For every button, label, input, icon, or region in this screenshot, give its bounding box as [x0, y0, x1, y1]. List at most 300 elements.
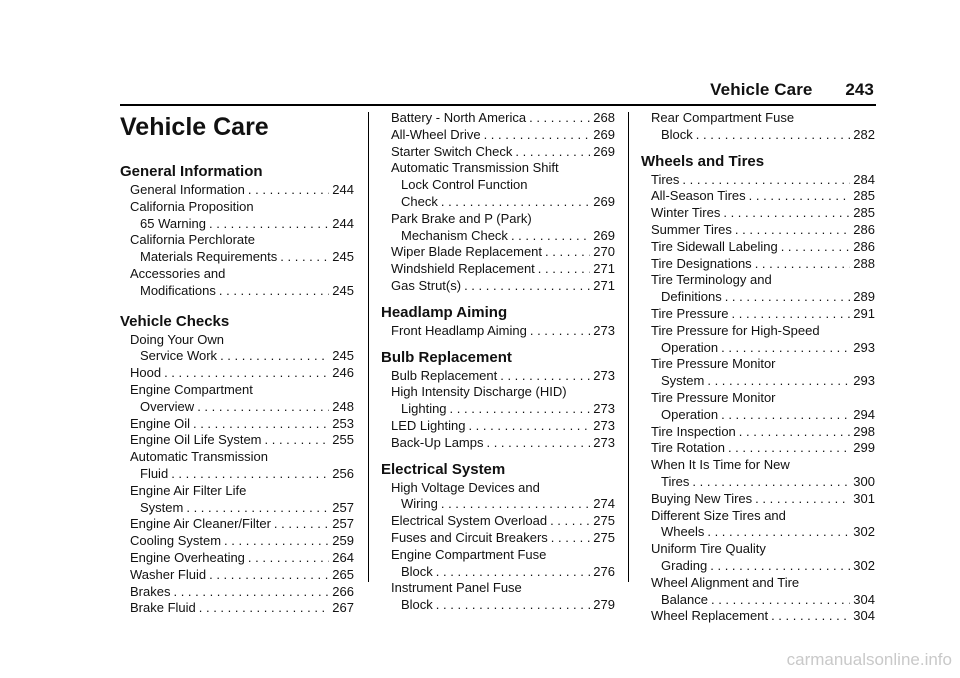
toc-section-continued	[381, 110, 615, 295]
toc-entry-title: High Intensity Discharge (HID)	[391, 384, 567, 400]
toc-page-number: 271	[593, 261, 615, 277]
toc-entry-title-continued: Check	[401, 193, 438, 209]
toc-entry[interactable]	[120, 567, 354, 584]
toc-entry-title: Battery - North America	[391, 110, 527, 125]
toc-page-number: 259	[332, 533, 354, 549]
toc-section-headlamp-aiming	[381, 303, 615, 340]
toc-page-number: 244	[332, 215, 354, 231]
toc-page-number: 273	[593, 434, 615, 450]
toc-entry[interactable]	[641, 575, 875, 609]
toc-entry[interactable]	[641, 424, 875, 441]
toc-entry[interactable]	[641, 188, 875, 205]
toc-entry-title: Instrument Panel Fuse	[391, 580, 522, 596]
toc-entry-line	[130, 466, 354, 483]
toc-entry-line	[130, 550, 354, 567]
toc-entry-title: Wheel Alignment and Tire	[651, 574, 800, 590]
toc-page-number: 253	[332, 415, 354, 431]
toc-entry[interactable]	[120, 533, 354, 550]
toc-entry[interactable]	[381, 513, 615, 530]
toc-entry-line	[130, 500, 354, 517]
dot-leader	[173, 584, 329, 601]
page-header	[710, 80, 874, 100]
toc-entry-list	[381, 480, 615, 614]
toc-entry-list	[641, 110, 875, 144]
dot-leader	[735, 222, 850, 239]
toc-entry[interactable]	[120, 600, 354, 617]
toc-entry-line	[391, 513, 615, 530]
dot-leader	[755, 256, 851, 273]
toc-entry-list	[381, 323, 615, 340]
toc-page-number: 302	[853, 524, 875, 540]
toc-entry[interactable]	[641, 491, 875, 508]
toc-entry-line	[651, 474, 875, 491]
toc-entry[interactable]	[381, 127, 615, 144]
dot-leader	[692, 474, 850, 491]
toc-entry[interactable]	[381, 418, 615, 435]
toc-entry[interactable]	[641, 205, 875, 222]
toc-entry-title: Wiper Blade Replacement	[391, 244, 543, 260]
toc-entry-title: Electrical System Overload	[391, 513, 548, 529]
toc-entry[interactable]	[381, 144, 615, 161]
toc-entry[interactable]	[120, 516, 354, 533]
toc-entry-title-continued: Grading	[661, 557, 708, 573]
toc-entry[interactable]	[641, 541, 875, 575]
toc-entry-title: Hood	[130, 365, 162, 381]
toc-entry-line	[130, 584, 354, 601]
toc-entry-title: Buying New Tires	[651, 490, 753, 506]
toc-entry[interactable]	[381, 244, 615, 261]
dot-leader	[755, 491, 850, 508]
toc-page-number: 298	[853, 423, 875, 439]
toc-column-2	[381, 110, 615, 614]
toc-entry[interactable]	[120, 332, 354, 366]
dot-leader	[723, 205, 850, 222]
dot-leader	[219, 283, 329, 300]
toc-entry-title: All-Wheel Drive	[391, 126, 481, 142]
toc-page-number: 273	[593, 367, 615, 383]
toc-entry-line	[130, 432, 354, 449]
toc-entry[interactable]	[381, 480, 615, 514]
dot-leader	[749, 188, 851, 205]
toc-entry-line	[130, 249, 354, 266]
toc-entry-title-continued: Materials Requirements	[140, 249, 278, 265]
toc-entry-line	[651, 306, 875, 323]
toc-entry[interactable]	[381, 160, 615, 210]
toc-entry-line	[651, 407, 875, 424]
toc-entry[interactable]	[641, 440, 875, 457]
toc-entry[interactable]	[641, 508, 875, 542]
toc-page-number: 273	[593, 322, 615, 338]
toc-entry-title: Tire Rotation	[651, 440, 725, 456]
toc-page-number: 257	[332, 516, 354, 532]
toc-entry-line	[130, 516, 354, 533]
toc-page-number: 264	[332, 549, 354, 565]
toc-page-number: 285	[853, 205, 875, 221]
toc-entry-line	[651, 524, 875, 541]
dot-leader	[545, 244, 590, 261]
toc-entry-line	[130, 416, 354, 433]
toc-entry-line	[651, 127, 875, 144]
toc-page-number: 248	[332, 398, 354, 414]
toc-page-number: 256	[332, 465, 354, 481]
toc-entry-line	[130, 600, 354, 617]
dot-leader	[224, 533, 329, 550]
toc-entry[interactable]	[641, 272, 875, 306]
toc-page-number: 244	[332, 182, 354, 197]
toc-entry-title: Fuses and Circuit Breakers	[391, 529, 548, 545]
watermark: carmanualsonline.info	[786, 650, 952, 669]
toc-page-number: 269	[593, 227, 615, 243]
toc-entry-line	[130, 348, 354, 365]
toc-page-number: 267	[332, 600, 354, 616]
dot-leader	[186, 500, 329, 517]
dot-leader	[265, 432, 330, 449]
toc-entry-line	[130, 365, 354, 382]
toc-entry-title: Washer Fluid	[130, 566, 207, 582]
toc-entry[interactable]	[641, 390, 875, 424]
toc-entry-line	[130, 567, 354, 584]
toc-entry-line	[391, 194, 615, 211]
toc-entry[interactable]	[120, 382, 354, 416]
toc-column-3	[641, 110, 875, 625]
section-heading: Wheels and Tires	[641, 152, 765, 170]
toc-entry[interactable]	[641, 457, 875, 491]
toc-entry[interactable]	[381, 368, 615, 385]
toc-page-number: 269	[593, 193, 615, 209]
toc-entry-title: Engine Overheating	[130, 549, 245, 565]
toc-page-number: 285	[853, 188, 875, 204]
dot-leader	[468, 418, 590, 435]
dot-leader	[450, 401, 591, 418]
toc-entry-title: Cooling System	[130, 533, 222, 549]
toc-entry[interactable]	[641, 222, 875, 239]
toc-entry[interactable]	[120, 584, 354, 601]
toc-entry-title-continued: Wheels	[661, 524, 705, 540]
toc-entry[interactable]	[641, 306, 875, 323]
dot-leader	[707, 373, 850, 390]
dot-leader	[209, 216, 329, 233]
toc-entry-line	[651, 239, 875, 256]
toc-entry-title: Engine Oil	[130, 415, 190, 431]
toc-entry[interactable]	[381, 384, 615, 418]
toc-entry-line	[391, 127, 615, 144]
dot-leader	[164, 365, 329, 382]
dot-leader	[248, 550, 329, 567]
dot-leader	[441, 496, 590, 513]
toc-entry[interactable]	[641, 323, 875, 357]
toc-entry-title: Engine Oil Life System	[130, 432, 262, 448]
toc-entry-line	[391, 564, 615, 581]
toc-page-number: 282	[853, 126, 875, 142]
toc-page-number: 304	[853, 591, 875, 607]
toc-entry-title: Engine Air Filter Life	[130, 482, 247, 498]
toc-entry-title: Tire Designations	[651, 255, 752, 271]
toc-entry[interactable]	[120, 550, 354, 567]
toc-page-number: 291	[853, 305, 875, 321]
toc-page-number: 301	[853, 490, 875, 506]
section-heading: Headlamp Aiming	[381, 303, 508, 321]
dot-leader	[711, 592, 850, 609]
toc-page-number: 293	[853, 339, 875, 355]
toc-section-vehicle-checks	[120, 312, 354, 618]
toc-page-number: 275	[593, 529, 615, 545]
toc-entry-line	[391, 597, 615, 614]
toc-entry-title: LED Lighting	[391, 417, 466, 433]
toc-page-number: 299	[853, 440, 875, 456]
toc-entry-list	[641, 172, 875, 626]
dot-leader	[220, 348, 329, 365]
dot-leader	[500, 368, 590, 385]
toc-entry-line	[391, 418, 615, 435]
toc-page-number: 269	[593, 143, 615, 159]
toc-entry-line	[651, 222, 875, 239]
toc-entry-line	[130, 283, 354, 300]
toc-entry-title: Gas Strut(s)	[391, 277, 462, 293]
toc-entry-line	[391, 110, 615, 127]
toc-entry-title-continued: Operation	[661, 406, 719, 422]
toc-entry-line	[651, 440, 875, 457]
dot-leader	[486, 435, 590, 452]
toc-entry-title: California Proposition	[130, 198, 254, 214]
toc-entry-title-continued: Fluid	[140, 465, 169, 481]
toc-entry-line	[391, 435, 615, 452]
toc-entry-line	[651, 608, 875, 625]
toc-entry-line	[651, 592, 875, 609]
section-heading: Vehicle Checks	[120, 312, 230, 330]
toc-entry-title: Windshield Replacement	[391, 261, 535, 277]
toc-page-number: 279	[593, 597, 615, 613]
toc-entry-title-continued: Modifications	[140, 282, 216, 298]
toc-entry-line	[130, 399, 354, 416]
toc-entry-title: Tire Pressure for High-Speed	[651, 322, 820, 338]
toc-page-number: 265	[332, 566, 354, 582]
dot-leader	[538, 261, 591, 278]
toc-entry[interactable]	[120, 182, 354, 199]
toc-entry-title: Brakes	[130, 583, 171, 599]
toc-entry-line	[651, 188, 875, 205]
toc-entry[interactable]	[381, 211, 615, 245]
toc-entry-title: Tire Pressure Monitor	[651, 356, 776, 372]
toc-entry-title-continued: Wiring	[401, 496, 438, 512]
toc-entry-line	[391, 144, 615, 161]
toc-entry-title: Tire Pressure	[651, 305, 729, 321]
toc-entry-title: Park Brake and P (Park)	[391, 210, 532, 226]
toc-entry-title: Wheel Replacement	[651, 608, 769, 624]
toc-entry-title: Different Size Tires and	[651, 507, 786, 523]
dot-leader	[464, 278, 590, 295]
toc-entry[interactable]	[381, 323, 615, 340]
toc-section-general-information	[120, 162, 354, 300]
toc-entry[interactable]	[641, 172, 875, 189]
dot-leader	[707, 524, 850, 541]
toc-entry[interactable]	[120, 483, 354, 517]
toc-page-number: 288	[853, 255, 875, 271]
toc-entry-title: Summer Tires	[651, 221, 732, 237]
toc-entry-line	[391, 368, 615, 385]
dot-leader	[728, 440, 850, 457]
toc-section-electrical-system	[381, 460, 615, 614]
toc-entry[interactable]	[641, 110, 875, 144]
toc-page-number: 275	[593, 513, 615, 529]
toc-entry-title: Tires	[651, 171, 680, 187]
toc-entry[interactable]	[381, 580, 615, 614]
toc-entry-title: Tire Inspection	[651, 423, 736, 439]
column-divider	[368, 112, 369, 582]
dot-leader	[274, 516, 329, 533]
toc-page-number: 245	[332, 249, 354, 265]
toc-entry[interactable]	[120, 232, 354, 266]
toc-entry[interactable]	[120, 416, 354, 433]
toc-entry-title: Tire Pressure Monitor	[651, 389, 776, 405]
toc-entry-line	[651, 340, 875, 357]
toc-entry-title: All-Season Tires	[651, 188, 746, 204]
toc-entry-line	[391, 261, 615, 278]
toc-entry-title: Winter Tires	[651, 205, 721, 221]
toc-entry-title-continued: Lighting	[401, 401, 447, 417]
dot-leader	[529, 110, 590, 127]
dot-leader	[484, 127, 591, 144]
toc-entry-title: Rear Compartment Fuse	[651, 110, 795, 125]
dot-leader	[721, 340, 850, 357]
toc-entry-line	[651, 256, 875, 273]
toc-entry[interactable]	[381, 530, 615, 547]
toc-page-number: 294	[853, 406, 875, 422]
toc-page-number: 270	[593, 244, 615, 260]
toc-entry-line	[651, 558, 875, 575]
toc-entry[interactable]	[641, 239, 875, 256]
section-heading: Electrical System	[381, 460, 506, 478]
toc-entry[interactable]	[381, 435, 615, 452]
toc-section-wheels-and-tires	[641, 152, 875, 626]
toc-entry-line	[651, 373, 875, 390]
toc-entry-title: Back-Up Lamps	[391, 434, 484, 450]
toc-entry-title-continued: Overview	[140, 398, 195, 414]
toc-entry[interactable]	[381, 110, 615, 127]
toc-page-number: 274	[593, 496, 615, 512]
dot-leader	[436, 564, 591, 581]
toc-entry-title: Bulb Replacement	[391, 367, 498, 383]
toc-entry-line	[391, 530, 615, 547]
dot-leader	[771, 608, 850, 625]
toc-page-number: 271	[593, 277, 615, 293]
dot-leader	[280, 249, 329, 266]
toc-entry-title: Engine Compartment	[130, 381, 253, 397]
toc-section-continued	[641, 110, 875, 144]
toc-entry-title: Automatic Transmission	[130, 449, 268, 465]
dot-leader	[199, 600, 330, 617]
toc-entry-title: California Perchlorate	[130, 232, 256, 248]
toc-entry[interactable]	[641, 256, 875, 273]
toc-entry[interactable]	[120, 266, 354, 300]
toc-entry[interactable]	[120, 449, 354, 483]
toc-page-number: 293	[853, 373, 875, 389]
toc-entry-title: Tire Sidewall Labeling	[651, 238, 778, 254]
dot-leader	[721, 407, 850, 424]
toc-page-number: 302	[853, 557, 875, 573]
toc-entry-title-continued: Balance	[661, 591, 708, 607]
toc-page-number: 273	[593, 417, 615, 433]
toc-entry-title-continued: Mechanism Check	[401, 227, 508, 243]
toc-entry-title-continued: 65 Warning	[140, 215, 206, 231]
toc-page-number: 245	[332, 348, 354, 364]
toc-entry-title: Tire Terminology and	[651, 272, 772, 288]
toc-page-number: 284	[853, 171, 875, 187]
toc-entry-list	[381, 368, 615, 452]
dot-leader	[441, 194, 590, 211]
toc-entry-title-continued: Block	[401, 563, 433, 579]
toc-entry-line	[651, 172, 875, 189]
toc-entry-title: General Information	[130, 182, 245, 197]
toc-page-number: 246	[332, 365, 354, 381]
column-divider	[628, 112, 629, 582]
toc-entry-line	[651, 289, 875, 306]
toc-entry-title: Uniform Tire Quality	[651, 541, 766, 557]
toc-entry[interactable]	[120, 365, 354, 382]
section-heading: Bulb Replacement	[381, 348, 512, 366]
dot-leader	[682, 172, 850, 189]
toc-entry-line	[391, 496, 615, 513]
toc-entry[interactable]	[641, 356, 875, 390]
toc-entry[interactable]	[641, 608, 875, 625]
dot-leader	[171, 466, 329, 483]
toc-page-number: 289	[853, 289, 875, 305]
toc-entry-line	[391, 401, 615, 418]
toc-entry-list	[120, 182, 354, 300]
toc-entry-title-continued: Block	[661, 126, 693, 142]
toc-entry[interactable]	[120, 432, 354, 449]
toc-entry-title-continued: Service Work	[140, 348, 218, 364]
dot-leader	[739, 424, 851, 441]
dot-leader	[511, 228, 590, 245]
toc-entry-line	[130, 216, 354, 233]
toc-entry-title-continued: Block	[401, 597, 433, 613]
toc-entry-title-continued: Lock Control Function	[401, 177, 528, 193]
toc-entry-line	[651, 491, 875, 508]
toc-entry[interactable]	[381, 261, 615, 278]
dot-leader	[515, 144, 590, 161]
toc-entry-title: Accessories and	[130, 265, 226, 281]
dot-leader	[248, 182, 329, 199]
dot-leader	[696, 127, 851, 144]
toc-page-number: 257	[332, 499, 354, 515]
chapter-title: Vehicle Care	[120, 113, 269, 141]
toc-entry[interactable]	[120, 199, 354, 233]
toc-entry-title-continued: Definitions	[661, 289, 722, 305]
dot-leader	[193, 416, 329, 433]
toc-entry[interactable]	[381, 547, 615, 581]
dot-leader	[209, 567, 329, 584]
toc-entry-line	[130, 533, 354, 550]
toc-entry-title-continued: Tires	[661, 473, 690, 489]
dot-leader	[436, 597, 591, 614]
toc-entry-line	[391, 228, 615, 245]
dot-leader	[725, 289, 851, 306]
toc-entry-line	[651, 424, 875, 441]
toc-entry-title-continued: Operation	[661, 339, 719, 355]
toc-entry-line	[651, 205, 875, 222]
toc-column-1	[120, 110, 354, 617]
toc-page-number: 245	[332, 282, 354, 298]
toc-page-number: 268	[593, 110, 615, 125]
toc-entry-title: High Voltage Devices and	[391, 479, 540, 495]
running-header-title: Vehicle Care	[710, 80, 813, 99]
toc-page-number: 286	[853, 221, 875, 237]
page-number: 243	[845, 80, 874, 99]
toc-entry-title: Engine Air Cleaner/Filter	[130, 516, 271, 532]
toc-entry[interactable]	[381, 278, 615, 295]
dot-leader	[732, 306, 851, 323]
header-rule	[120, 104, 876, 106]
